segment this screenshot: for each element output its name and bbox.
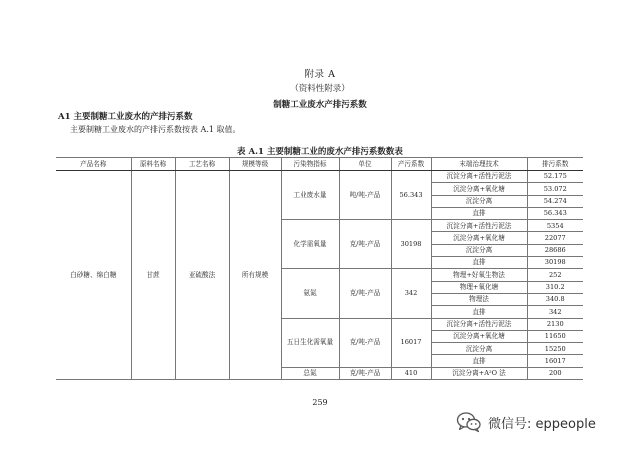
table-caption: 表 A.1 主要制糖工业的废水产排污系数数表 <box>237 147 403 157</box>
production-coefficient-cell: 16017 <box>391 318 431 367</box>
unit-cell: 吨/吨-产品 <box>339 171 391 220</box>
material-name-cell: 甘蔗 <box>131 171 175 380</box>
header-cell: 规模等级 <box>229 158 281 171</box>
page-number: 259 <box>312 398 328 407</box>
emission-coefficient-cell: 56.343 <box>527 207 583 219</box>
emission-coefficient-cell: 28686 <box>527 244 583 256</box>
header-cell: 单位 <box>339 158 391 171</box>
appendix-heading: 制糖工业废水产排污系数 <box>273 100 367 110</box>
treatment-tech-cell: 直排 <box>431 306 527 318</box>
emission-coefficient-cell: 15250 <box>527 343 583 355</box>
treatment-tech-cell: 沉淀分离+氧化塘 <box>431 232 527 244</box>
unit-cell: 克/吨-产品 <box>339 318 391 367</box>
emission-coefficient-cell: 252 <box>527 269 583 281</box>
pollutant-cell: 氨氮 <box>281 269 339 318</box>
treatment-tech-cell: 沉淀分离+活性污泥法 <box>431 171 527 183</box>
treatment-tech-cell: 直排 <box>431 207 527 219</box>
header-cell: 排污系数 <box>527 158 583 171</box>
treatment-tech-cell: 沉淀分离 <box>431 195 527 207</box>
emission-coefficient-cell: 310.2 <box>527 281 583 293</box>
emission-coefficient-cell: 5354 <box>527 220 583 232</box>
treatment-tech-cell: 直排 <box>431 257 527 269</box>
pollutant-cell: 工业废水量 <box>281 171 339 220</box>
treatment-tech-cell: 沉淀分离+氧化塘 <box>431 183 527 195</box>
section-text: 主要制糖工业废水的产排污系数按表 A.1 取值。 <box>70 125 241 134</box>
emission-coefficient-cell: 2130 <box>527 318 583 330</box>
production-coefficient-cell: 56.343 <box>391 171 431 220</box>
emission-coefficient-cell: 340.8 <box>527 293 583 305</box>
treatment-tech-cell: 沉淀分离 <box>431 343 527 355</box>
table-row <box>56 171 583 183</box>
wechat-logo-icon <box>456 411 482 433</box>
treatment-tech-cell: 物理法 <box>431 293 527 305</box>
production-coefficient-cell: 30198 <box>391 220 431 269</box>
pollutant-cell: 总氮 <box>281 367 339 379</box>
section-heading: A1 主要制糖工业废水的产排污系数 <box>58 112 193 122</box>
process-name-cell: 亚硫酸法 <box>175 171 229 380</box>
emission-coefficient-cell: 200 <box>527 367 583 379</box>
appendix-subtitle: （资料性附录） <box>290 84 350 94</box>
emission-coefficient-cell: 22077 <box>527 232 583 244</box>
emission-coefficient-cell: 11650 <box>527 330 583 342</box>
header-cell: 产品名称 <box>56 158 131 171</box>
treatment-tech-cell: 物理+氧化塘 <box>431 281 527 293</box>
treatment-tech-cell: 沉淀分离+活性污泥法 <box>431 318 527 330</box>
watermark-text: 微信号: eppeople <box>488 416 596 432</box>
treatment-tech-cell: 沉淀分离 <box>431 244 527 256</box>
header-cell: 原料名称 <box>131 158 175 171</box>
header-cell: 末端治理技术 <box>431 158 527 171</box>
emission-coefficient-cell: 16017 <box>527 355 583 367</box>
treatment-tech-cell: 沉淀分离+活性污泥法 <box>431 220 527 232</box>
unit-cell: 克/吨-产品 <box>339 269 391 318</box>
treatment-tech-cell: 物理+好氧生物法 <box>431 269 527 281</box>
product-name-cell: 白砂糖、绵白糖 <box>56 171 131 380</box>
emission-coefficient-cell: 30198 <box>527 257 583 269</box>
unit-cell: 克/吨-产品 <box>339 220 391 269</box>
pollutant-cell: 五日生化需氧量 <box>281 318 339 367</box>
header-cell: 产污系数 <box>391 158 431 171</box>
production-coefficient-cell: 410 <box>391 367 431 379</box>
emission-coefficient-cell: 342 <box>527 306 583 318</box>
production-coefficient-cell: 342 <box>391 269 431 318</box>
treatment-tech-cell: 沉淀分离+A²O 法 <box>431 367 527 379</box>
header-cell: 工艺名称 <box>175 158 229 171</box>
emission-coefficient-cell: 54.274 <box>527 195 583 207</box>
emission-table <box>56 157 583 380</box>
header-cell: 污染物指标 <box>281 158 339 171</box>
pollutant-cell: 化学需氧量 <box>281 220 339 269</box>
treatment-tech-cell: 沉淀分离+氧化塘 <box>431 330 527 342</box>
appendix-title: 附录 A <box>304 69 336 80</box>
unit-cell: 克/吨-产品 <box>339 367 391 379</box>
emission-coefficient-cell: 52.175 <box>527 171 583 183</box>
treatment-tech-cell: 直排 <box>431 355 527 367</box>
emission-coefficient-cell: 53.072 <box>527 183 583 195</box>
wechat-watermark <box>456 411 596 433</box>
scale-cell: 所有规模 <box>229 171 281 380</box>
table-header-row <box>56 158 583 171</box>
